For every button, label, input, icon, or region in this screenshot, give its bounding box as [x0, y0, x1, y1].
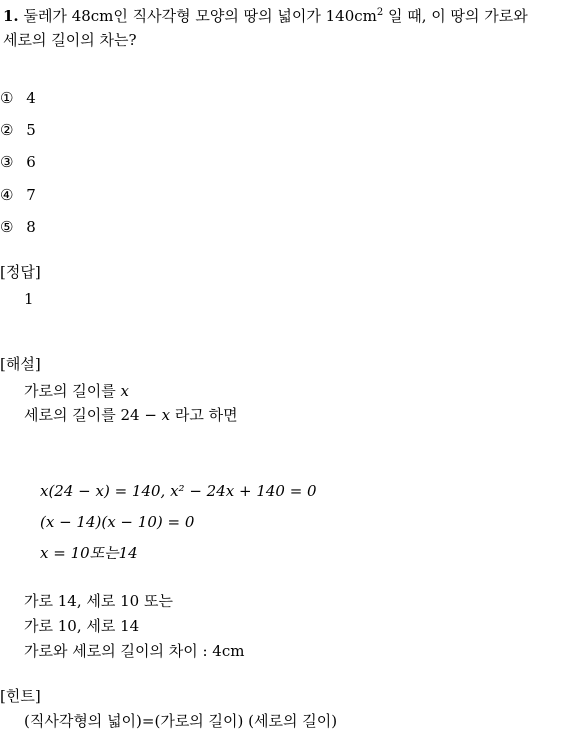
question-text-part1: 둘레가 48cm인 직사각형 모양의 땅의 넓이가 140cm — [23, 7, 377, 25]
choice-value: 4 — [26, 89, 36, 107]
choice-marker: ① — [0, 89, 14, 107]
solution-line-2-text: 세로의 길이를 24 − — [24, 406, 162, 424]
hint-text: (직사각형의 넓이)=(가로의 길이) (세로의 길이) — [24, 712, 338, 730]
question-line-1 — [3, 6, 528, 26]
solution-line-1-text: 가로의 길이를 — [24, 382, 121, 400]
question-superscript: 2 — [376, 7, 384, 18]
result-line-2: 가로 10, 세로 14 — [24, 617, 140, 635]
choice-4 — [0, 185, 36, 205]
result-line-1: 가로 14, 세로 10 또는 — [24, 592, 173, 610]
choice-value: 6 — [26, 153, 36, 171]
solution-heading: [해설] — [0, 355, 41, 373]
choice-marker: ② — [0, 121, 14, 139]
choice-2 — [0, 120, 36, 140]
choice-value: 8 — [26, 218, 36, 236]
choice-marker: ⑤ — [0, 218, 14, 236]
equation-1: x(24 − x) = 140, x² − 24x + 140 = 0 — [40, 482, 317, 500]
variable-x: x — [161, 406, 171, 424]
hint-heading: [힌트] — [0, 687, 41, 705]
question-number: 1. — [3, 7, 19, 25]
solution-line-2-tail: 라고 하면 — [170, 406, 238, 424]
answer-value: 1 — [24, 290, 34, 308]
answer-heading: [정답] — [0, 263, 41, 281]
variable-x: x — [120, 382, 129, 400]
choice-value: 7 — [26, 186, 36, 204]
solution-line-2 — [24, 405, 238, 425]
choice-value: 5 — [26, 121, 36, 139]
question-line-2: 세로의 길이의 차는? — [3, 31, 137, 49]
choice-marker: ③ — [0, 153, 14, 171]
equation-3: x = 10또는14 — [40, 544, 138, 562]
choice-3 — [0, 152, 36, 172]
choice-5 — [0, 217, 36, 237]
solution-line-1 — [24, 381, 129, 401]
choice-marker: ④ — [0, 186, 14, 204]
result-line-3: 가로와 세로의 길이의 차이 : 4cm — [24, 642, 245, 660]
question-text-part2: 일 때, 이 땅의 가로와 — [383, 7, 528, 25]
choice-1 — [0, 88, 36, 108]
equation-2: (x − 14)(x − 10) = 0 — [40, 513, 195, 531]
